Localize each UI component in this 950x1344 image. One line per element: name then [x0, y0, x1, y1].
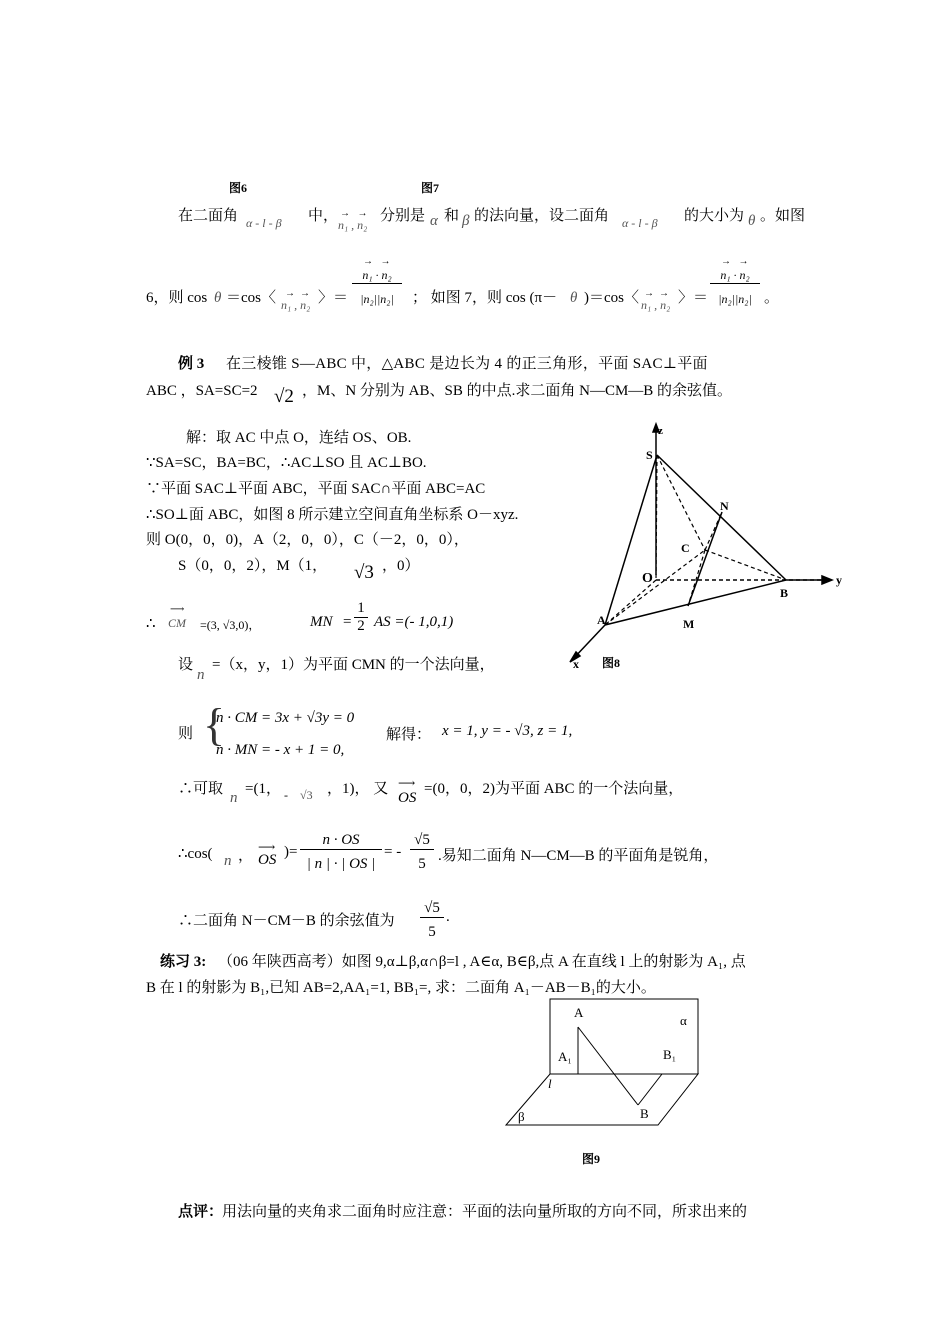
segment-AB — [578, 1027, 638, 1105]
equals-neg: = - — [384, 844, 402, 860]
segment-BB1 — [638, 1074, 662, 1105]
answer-period: . — [446, 909, 450, 925]
system-eq1: n · CM = 3x + √3y = 0 — [216, 710, 355, 726]
solution-line1: 解：取 AC 中点 O，连结 OS、OB. — [186, 430, 412, 446]
label-C: C — [681, 541, 690, 555]
example3-label: 例 3 — [178, 356, 205, 372]
solution-line4: ∴SO⊥面 ABC，如图 8 所示建立空间直角坐标系 O－xyz. — [146, 507, 519, 523]
answer-fraction: $\frac{√5}{5}$ — [420, 900, 444, 941]
dihedral-notation-2: α - l - β — [622, 216, 658, 230]
edge-CM — [688, 550, 705, 606]
theta-symbol-3: θ — [570, 290, 578, 306]
fig9-A: A — [574, 1005, 584, 1020]
period: 。 — [764, 290, 780, 306]
para1-line1-c: 分别是 — [380, 208, 426, 224]
normals-inline-1: n₁ , n₂ — [281, 298, 311, 312]
label-A: A — [597, 613, 606, 627]
para1-line1-d: 的法向量，设二面角 — [474, 208, 610, 224]
acute-note: .易知二面角 N—CM—B 的平面角是锐角， — [438, 848, 719, 864]
edge-AC — [605, 550, 705, 625]
practice3-label: 练习 3: — [160, 954, 207, 970]
solution-line2: ∵SA=SC，BA=BC，∴AC⊥SO 且 AC⊥BO. — [146, 455, 427, 471]
vector-cm: CM — [168, 616, 186, 630]
fig6-caption: 图6 — [229, 181, 248, 195]
sqrt2: √2 — [274, 386, 294, 407]
para1-line2-b: ； 如图 7，则 cos (π－ — [412, 290, 558, 306]
alpha-symbol: α — [430, 213, 438, 229]
solution-line5: 则 O(0，0，0)，A（2，0，0），C（－2，0，0）， — [146, 532, 469, 548]
label-B: B — [780, 586, 789, 600]
edge-SC — [657, 455, 705, 550]
example3-text2b: ，M、N 分别为 AB、SB 的中点.求二面角 N—CM—B 的余弦值。 — [302, 383, 733, 399]
cos-os-fraction: $\frac{n \cdot OS}{| n | \cdot | OS |}$ — [300, 832, 382, 873]
plane-alpha — [550, 999, 698, 1074]
then-word: 则 — [178, 726, 194, 742]
example3-text1: 在三棱锥 S—ABC 中，△ABC 是边长为 4 的正三角形，平面 SAC⊥平面 — [226, 356, 708, 372]
n-value-b: ，1)， 又 — [327, 781, 389, 797]
edge-SB — [657, 455, 786, 580]
para1-line2-c: )＝cos〈 — [584, 290, 639, 306]
and-word: 和 — [444, 208, 460, 224]
figure-9 — [500, 995, 700, 1135]
solution-line3: ∵平面 SAC⊥平面 ABC，平面 SAC∩平面 ABC=AC — [146, 481, 486, 497]
negative-sign: - — [284, 788, 288, 802]
practice3-text2: B 在 l 的射影为 B₁,已知 AB=2,AA₁=1, BB₁=, 求：二面角 A₁－AB－B₁的大小。 — [146, 980, 656, 996]
figure-8 — [560, 420, 850, 670]
take-word: ∴可取 — [178, 781, 224, 797]
vector-os-2: OS — [258, 852, 277, 868]
example3-text2a: ABC ，SA=SC=2 — [146, 383, 258, 399]
label-M: M — [683, 617, 695, 631]
comma: ， — [238, 848, 254, 864]
n-value-a: =(1， — [245, 781, 281, 797]
fig9-l: l — [548, 1076, 552, 1091]
vector-mn: MN — [310, 614, 333, 630]
os-normal-desc: =(0，0，2)为平面 ABC 的一个法向量， — [424, 781, 684, 797]
dihedral-notation-1: α - l - β — [246, 216, 282, 230]
beta-symbol: β — [462, 213, 470, 229]
comment-text: 用法向量的夹角求二面角时应注意：平面的法向量所取的方向不同，所求出来的 — [222, 1204, 748, 1220]
fig9-A1: A₁ — [558, 1049, 572, 1064]
angle-close-1: 〉＝ — [318, 290, 349, 306]
n-symbol-3: n — [224, 853, 232, 869]
theta-symbol-1: θ — [748, 213, 756, 229]
half-fraction: $\frac{1}{2}$ — [354, 600, 368, 635]
sqrt3-small: √3 — [300, 788, 313, 802]
cos-open: ∴cos( — [178, 846, 213, 862]
edge-SA — [605, 455, 657, 625]
answer-line: ∴二面角 N－CM－B 的余弦值为 — [178, 913, 395, 929]
fig9-beta: β — [518, 1109, 525, 1124]
label-N: N — [720, 499, 729, 513]
theta-symbol-2: θ — [214, 290, 222, 306]
para1-line1-f: 。如图 — [760, 208, 806, 224]
fig9-alpha: α — [680, 1013, 687, 1028]
label-y: y — [836, 573, 842, 587]
para1-line1-b: 中， — [308, 208, 339, 224]
normal-definition: =（x，y，1）为平面 CMN 的一个法向量， — [212, 657, 495, 673]
cos-close: )= — [284, 844, 298, 860]
practice3-text1: （06 年陕西高考）如图 9,α⊥β,α∩β=l , A∈α, B∈β,点 A 在直线 l 上的射影为 A₁, 点 — [218, 954, 746, 970]
fig9-B: B — [640, 1106, 649, 1121]
system-eq2: n · MN = - x + 1 = 0, — [216, 742, 345, 758]
comment-label: 点评： — [178, 1204, 224, 1220]
solution-line6a: S（0，0，2），M（1， — [178, 558, 328, 574]
label-z: z — [658, 425, 663, 437]
edge-CB — [705, 550, 786, 580]
mn-equals: = — [343, 614, 352, 630]
solution-line6b: ，0） — [382, 558, 420, 574]
cos-fraction-1: $\frac{\text{n₁ · n₂}}{\text{|n₂||n₂|}}$ — [352, 268, 402, 307]
eq-cos-1: ＝cos〈 — [226, 290, 276, 306]
sqrt3: √3 — [354, 562, 374, 583]
fig9-B1: B₁ — [663, 1047, 677, 1062]
n-symbol-2: n — [230, 790, 238, 806]
normals-inline-2: n₁ , n₂ — [641, 298, 671, 312]
therefore-1: ∴ — [146, 616, 156, 632]
normal-vectors: n₁ , n₂ — [338, 218, 368, 232]
angle-close-2: 〉＝ — [678, 290, 709, 306]
result-fraction: $\frac{√5}{5}$ — [410, 832, 434, 873]
vector-os-1: OS — [398, 790, 417, 806]
label-S: S — [646, 448, 653, 462]
mn-value: AS =(- 1,0,1) — [374, 614, 454, 630]
para1-line2-a: 6，则 cos — [146, 290, 208, 306]
n-symbol-1: n — [197, 667, 205, 683]
cm-value: =(3, √3,0)， — [200, 618, 261, 632]
label-O: O — [642, 571, 653, 586]
fig9-caption: 图9 — [582, 1152, 601, 1166]
edge-CN — [705, 512, 722, 550]
para1-line1-e: 的大小为 — [684, 208, 745, 224]
cos-fraction-2: $\frac{\text{n₁ · n₂}}{\text{|n₂||n₂|}}$ — [710, 268, 760, 307]
para1-line1-a: 在二面角 — [178, 208, 239, 224]
fig8-caption: 图8 — [602, 656, 621, 670]
solution-xyz: x = 1, y = - √3, z = 1, — [442, 723, 573, 739]
fig7-caption: 图7 — [421, 181, 440, 195]
let-word: 设 — [178, 657, 194, 673]
solve-word: 解得： — [386, 727, 432, 743]
plane-beta — [506, 1074, 698, 1125]
label-x: x — [573, 657, 579, 670]
